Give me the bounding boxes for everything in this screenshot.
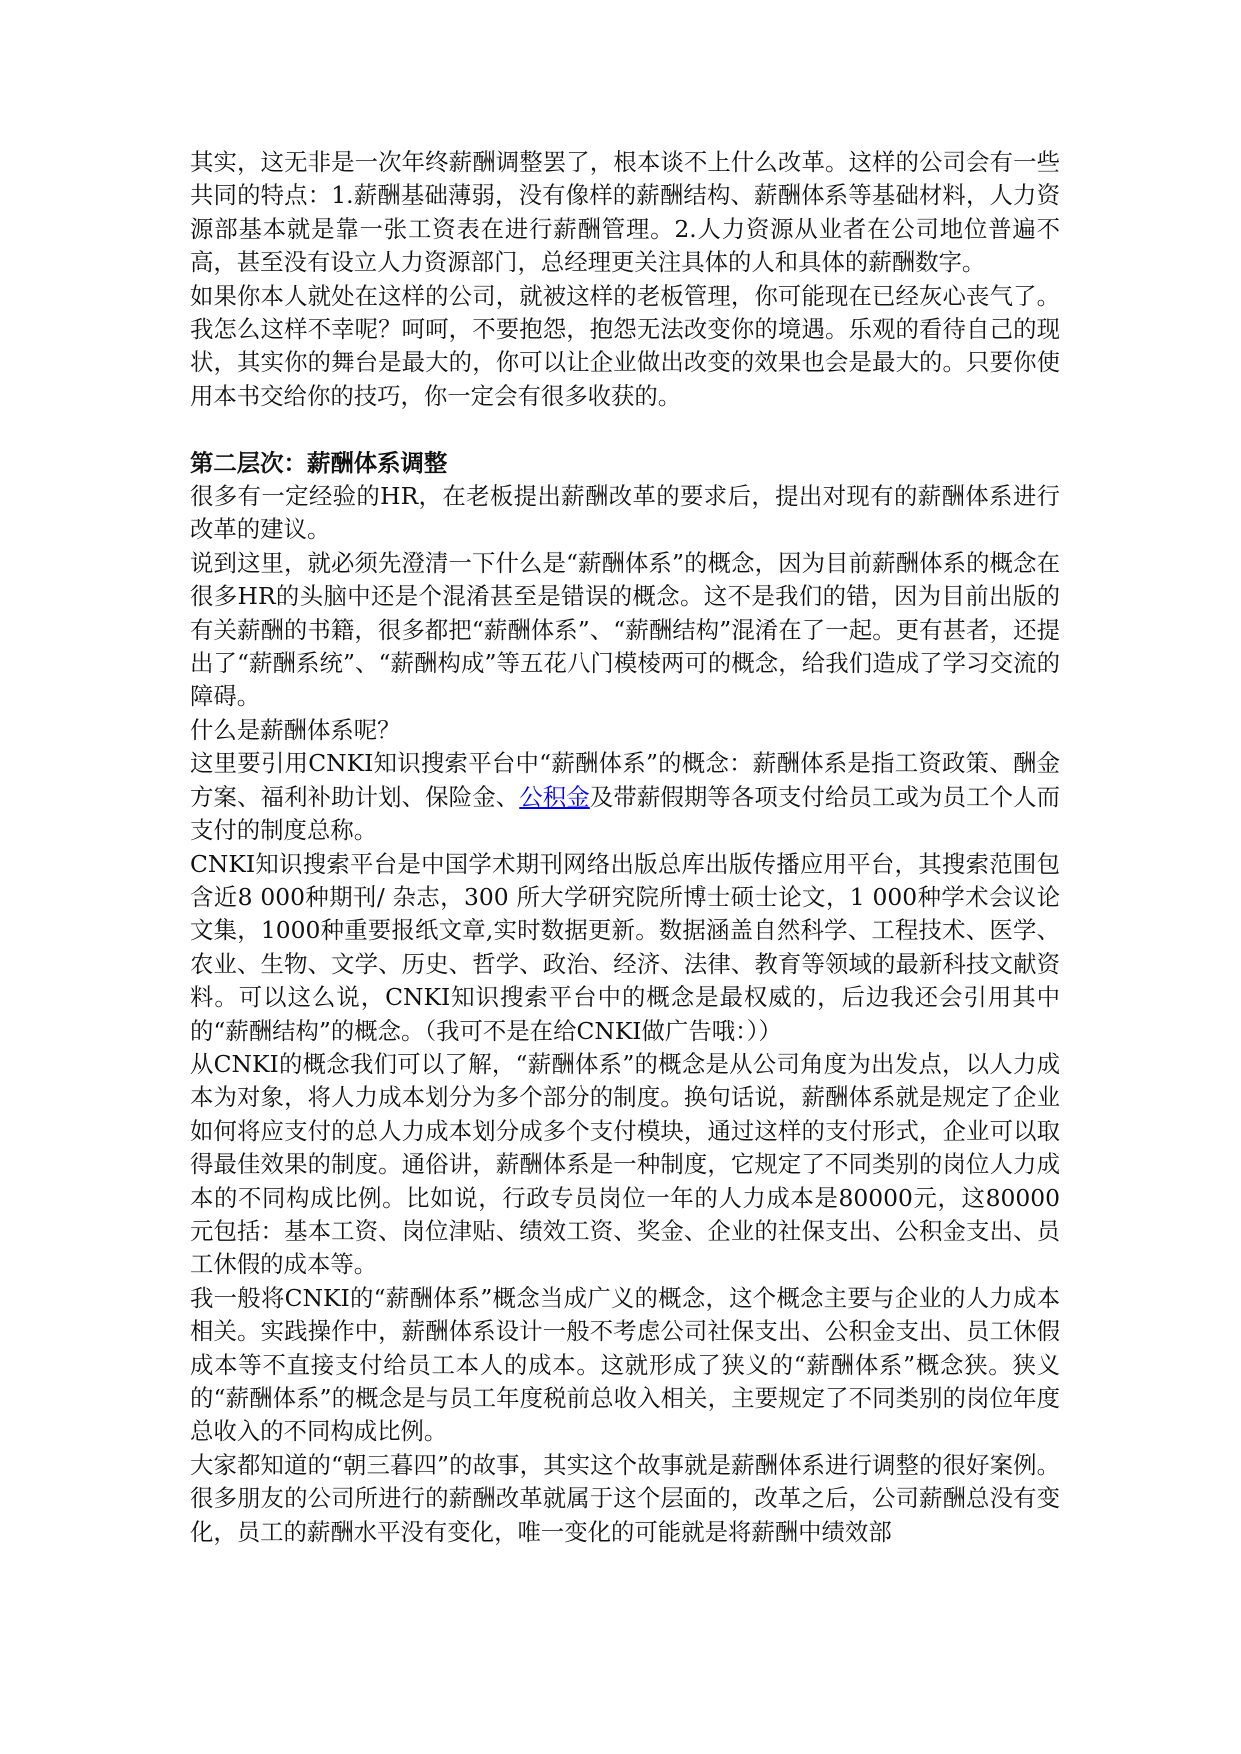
paragraph-9: 我一般将CNKI的“薪酬体系”概念当成广义的概念，这个概念主要与企业的人力成本相关。实践操作中，薪酬体系设计一般不考虑公司社保支出、公积金支出、员工休假成本等不直接支付给员工本人的成本。这就形成了狭义的“薪酬体系”概念狭。狭义的“薪酬体系”的概念是与员工年度税前总收入相关，主要规定了不同类别的岗位年度总收入的不同构成比例。 — [190, 1283, 1060, 1446]
paragraph-2: 如果你本人就处在这样的公司，就被这样的老板管理，你可能现在已经灰心丧气了。我怎么这样不幸呢？呵呵，不要抱怨，抱怨无法改变你的境遇。乐观的看待自己的现状，其实你的舞台是最大的，你可以让企业做出改变的效果也会是最大的。只要你使用本书交给你的技巧，你一定会有很多收获的。 — [190, 281, 1060, 410]
paragraph-3: 很多有一定经验的HR，在老板提出薪酬改革的要求后，提出对现有的薪酬体系进行改革的建议。 — [190, 482, 1060, 544]
paragraph-6 — [190, 747, 1060, 847]
paragraph-4: 说到这里，就必须先澄清一下什么是“薪酬体系”的概念，因为目前薪酬体系的概念在很多HR的头脑中还是个混淆甚至是错误的概念。这不是我们的错，因为目前出版的有关薪酬的书籍，很多都把“薪酬体系”、“薪酬结构”混淆在了一起。更有甚者，还提出了“薪酬系统”、“薪酬构成”等五花八门模棱两可的概念，给我们造成了学习交流的障碍。 — [190, 548, 1060, 711]
section-heading: 第二层次：薪酬体系调整 — [190, 448, 448, 477]
link-gongjijin[interactable]: 公积金 — [519, 782, 590, 811]
paragraph-1: 其实，这无非是一次年终薪酬调整罢了，根本谈不上什么改革。这样的公司会有一些共同的特点：1.薪酬基础薄弱，没有像样的薪酬结构、薪酬体系等基础材料，人力资源部基本就是靠一张工资表在进行薪酬管理。2.人力资源从业者在公司地位普遍不高，甚至没有设立人力资源部门，总经理更关注具体的人和具体的薪酬数字。 — [190, 148, 1060, 277]
paragraph-6-before: 这里要引用CNKI知识搜索平台中“薪酬体系”的概念：薪酬体系是指工资政策、酬金方案、福利补助计划、保险金、 — [190, 749, 1060, 811]
paragraph-6-after: 及带薪假期等各项支付给员工或为员工个人而支付的制度总称。 — [190, 782, 1061, 845]
document-body — [190, 146, 1060, 1549]
paragraph-7: CNKI知识搜索平台是中国学术期刊网络出版总库出版传播应用平台，其搜索范围包含近8 000种期刊/ 杂志，300 所大学研究院所博士硕士论文，1 000种学术会议论文集，1000种重要报纸文章,实时数据更新。数据涵盖自然科学、工程技术、医学、农业、生物、文学、历史、哲学、政治、经济、法律、教育等领域的最新科技文献资料。可以这么说，CNKI知识搜索平台中的概念是最权威的，后边我还会引用其中的“薪酬结构”的概念。（我可不是在给CNKI做广告哦：）） — [190, 849, 1060, 1045]
paragraph-10: 大家都知道的“朝三暮四”的故事，其实这个故事就是薪酬体系进行调整的很好案例。很多朋友的公司所进行的薪酬改革就属于这个层面的，改革之后，公司薪酬总没有变化，员工的薪酬水平没有变化，唯一变化的可能就是将薪酬中绩效部 — [190, 1450, 1060, 1546]
paragraph-8: 从CNKI的概念我们可以了解，“薪酬体系”的概念是从公司角度为出发点，以人力成本为对象，将人力成本划分为多个部分的制度。换句话说，薪酬体系就是规定了企业如何将应支付的总人力成本划分成多个支付模块，通过这样的支付形式，企业可以取得最佳效果的制度。通俗讲，薪酬体系是一种制度，它规定了不同类别的岗位人力成本的不同构成比例。比如说，行政专员岗位一年的人力成本是80000元，这80000元包括：基本工资、岗位津贴、绩效工资、奖金、企业的社保支出、公积金支出、员工休假的成本等。 — [190, 1049, 1060, 1279]
blank-line — [190, 413, 1060, 446]
paragraph-5: 什么是薪酬体系呢？ — [190, 715, 401, 744]
